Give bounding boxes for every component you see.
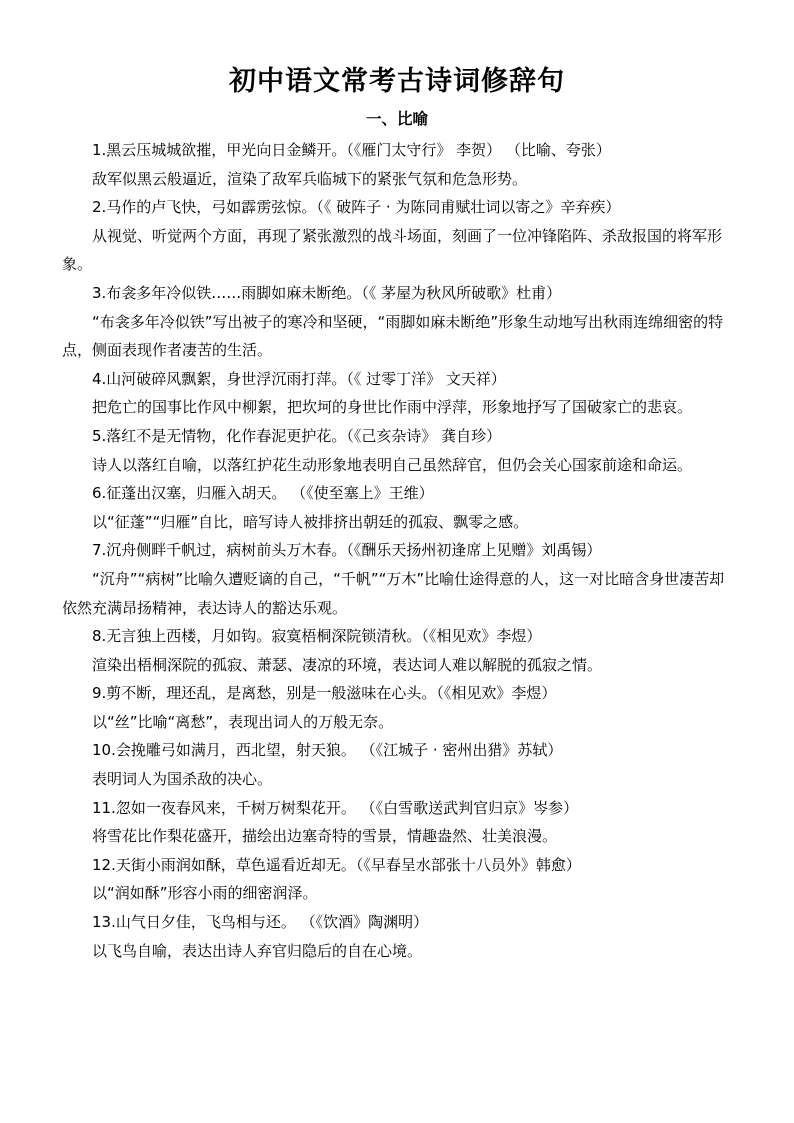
verse-line: 3.布衾多年冷似铁……雨脚如麻未断绝。（《 茅屋为秋风所破歌》杜甫）: [92, 283, 562, 302]
explanation-line: “沉舟”“病树”比喻久遭贬谪的自己，“千帆”“万木”比喻仕途得意的人，这一对比暗含身世凄苦却依然充满昂扬精神，表达诗人的豁达乐观。: [62, 569, 725, 617]
verse-line: 10.会挽雕弓如满月，西北望，射天狼。 （《江城子 · 密州出猎》苏轼）: [92, 741, 563, 760]
explanation-line: 表明词人为国杀敌的决心。: [92, 770, 273, 789]
explanation-line: 敌军似黑云般逼近，渲染了敌军兵临城下的紧张气氛和危急形势。: [92, 169, 528, 188]
verse-line: 4.山河破碎风飘絮，身世浮沉雨打萍。（《 过零丁洋》 文天祥）: [92, 369, 506, 388]
verse-line: 11.忽如一夜春风来，千树万树梨花开。 （《白雪歌送武判官归京》岑参）: [92, 798, 579, 817]
section-heading: 一、比喻: [365, 110, 428, 128]
poem-entry: [62, 536, 732, 622]
explanation-line: 诗人以落红自喻，以落红护花生动形象地表明自己虽然辞官，但仍会关心国家前途和命运。: [92, 455, 693, 474]
explanation-line: 将雪花比作梨花盛开，描绘出边塞奇特的雪景，情趣盎然、壮美浪漫。: [92, 827, 558, 846]
poem-entry: [62, 422, 732, 479]
verse-line: 9.剪不断，理还乱，是离愁，别是一般滋味在心头。（《相见欢》李煜）: [92, 684, 557, 703]
verse-line: 7.沉舟侧畔千帆过，病树前头万木春。（《酬乐天扬州初逢席上见赠》刘禹锡）: [92, 541, 602, 560]
explanation-line: 以“润如酥”形容小雨的细密润泽。: [92, 884, 318, 903]
verse-line: 5.落红不是无情物，化作春泥更护花。（《己亥杂诗》 龚自珍）: [92, 426, 502, 445]
verse-line: 12.天街小雨润如酥，草色遥看近却无。（《早春呈水部张十八员外》韩愈）: [92, 855, 581, 874]
poem-entry: [62, 908, 732, 965]
poem-entry: [62, 365, 732, 422]
explanation-line: 渲染出梧桐深院的孤寂、萧瑟、凄凉的环境，表达词人难以解脱的孤寂之情。: [92, 655, 603, 674]
verse-line: 1.黑云压城城欲摧，甲光向日金鳞开。（《雁门太守行》 李贺） （比喻、夸张）: [92, 141, 611, 159]
poem-entry: [62, 736, 732, 793]
explanation-line: 以“丝”比喻“离愁”，表现出词人的万般无奈。: [92, 712, 394, 731]
verse-line: 2.马作的卢飞快，弓如霹雳弦惊。（《 破阵子 · 为陈同甫赋壮词以寄之》辛弃疾）: [92, 198, 621, 217]
poem-entry: [62, 479, 732, 536]
verse-line: 6.征蓬出汉塞，归雁入胡天。 （《使至塞上》王维）: [92, 484, 434, 503]
explanation-line: 以“征蓬”“归雁”自比，暗写诗人被排挤出朝廷的孤寂、飘零之感。: [92, 512, 529, 531]
poem-entry: [62, 279, 732, 365]
poem-entry: [62, 193, 732, 279]
poem-entry: [62, 622, 732, 679]
poem-entry: [62, 794, 732, 851]
explanation-line: 从视觉、听觉两个方面，再现了紧张激烈的战斗场面，刻画了一位冲锋陷阵、杀敌报国的将军形象。: [62, 226, 723, 274]
poem-entry: [62, 851, 732, 908]
poem-entry: [62, 679, 732, 736]
explanation-line: 把危亡的国事比作风中柳絮，把坎坷的身世比作雨中浮萍，形象地抒写了国破家亡的悲哀。: [92, 398, 693, 417]
poem-entry: [62, 136, 732, 193]
explanation-line: 以飞鸟自喻，表达出诗人弃官归隐后的自在心境。: [92, 941, 423, 960]
verse-line: 13.山气日夕佳，飞鸟相与还。 （《饮酒》陶渊明）: [92, 913, 429, 932]
explanation-line: “布衾多年冷似铁”写出被子的寒冷和坚硬，“雨脚如麻未断绝”形象生动地写出秋雨连绵细密的特点，侧面表现作者凄苦的生活。: [62, 312, 724, 360]
page-title: 初中语文常考古诗词修辞句: [229, 66, 565, 97]
verse-line: 8.无言独上西楼，月如钩。寂寞梧桐深院锁清秋。（《相见欢》李煜）: [92, 627, 542, 646]
